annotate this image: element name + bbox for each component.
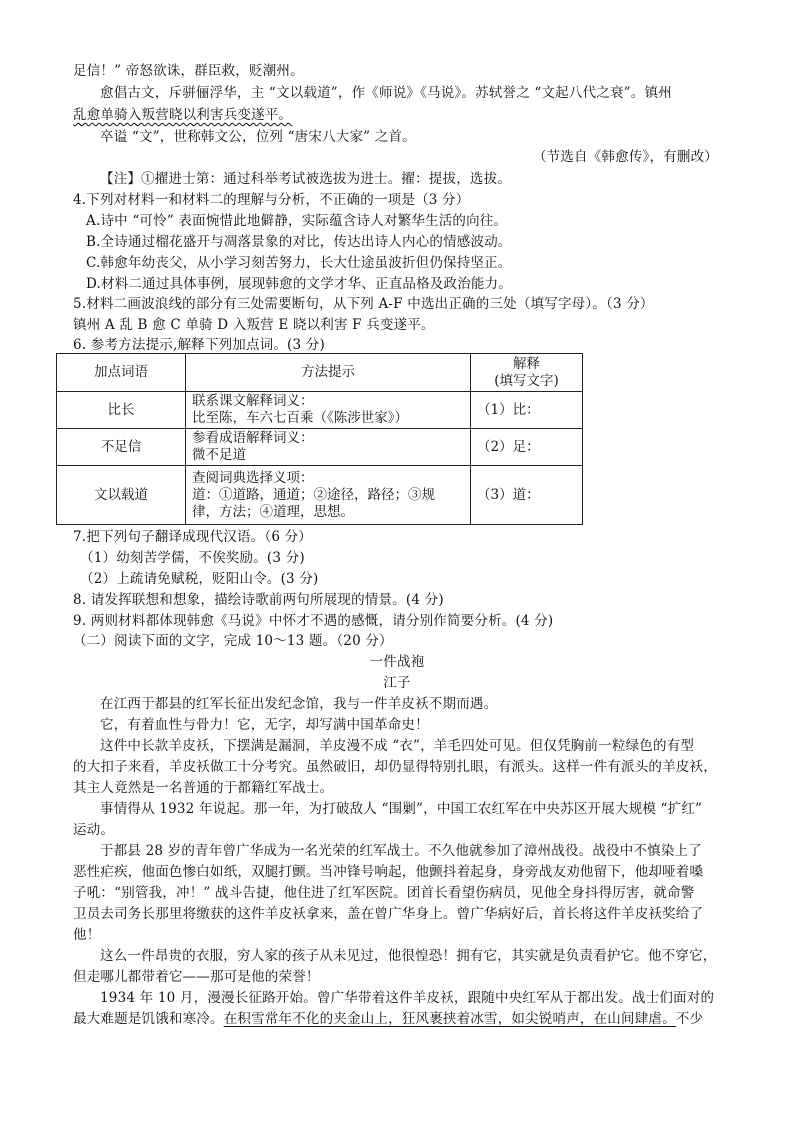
- story-text: 不少: [675, 1011, 704, 1027]
- wavy-underlined-text: 乱愈单骑入叛营晓以利害兵变遂平。: [73, 107, 293, 123]
- row-word: 比长: [57, 392, 186, 429]
- row-answer-blank[interactable]: （2）足：: [471, 429, 583, 466]
- table-row: [57, 392, 583, 429]
- row-hint-line: 参看成语解释词义：: [192, 430, 314, 446]
- story-line: 运动。: [73, 822, 115, 838]
- question-4-option-c: C.韩愈年幼丧父，从小学习刻苦努力，长大仕途虽波折但仍保持坚正。: [86, 255, 512, 271]
- story-paragraph: 在江西于都县的红军长征出发纪念馆，我与一件羊皮袄不期而遇。: [100, 696, 498, 712]
- question-9: 9. 两则材料都体现韩愈《马说》中怀才不遇的感慨，请分别作简要分析。(4 分): [73, 613, 554, 629]
- passage-line: 足信！” 帝怒欲诛，群臣救，贬潮州。: [73, 63, 304, 79]
- story-author: 江子: [383, 675, 411, 691]
- header-answer: [471, 354, 583, 392]
- passage-source: （节选自《韩愈传》，有删改）: [532, 149, 718, 165]
- question-7-stem: 7.把下列句子翻译成现代汉语。（6 分）: [73, 529, 313, 545]
- header-hint: 方法提示: [186, 354, 471, 392]
- question-5-sentence: 镇州 A 乱 B 愈 C 单骑 D 入叛营 E 晓以利害 F 兵变遂平。: [73, 317, 435, 333]
- header-answer-line1: 解释: [513, 355, 540, 372]
- header-word: 加点词语: [57, 354, 186, 392]
- question-4-stem: 4.下列对材料一和材料二的理解与分析，不正确的一项是（3 分）: [73, 192, 470, 208]
- row-hint: [186, 392, 471, 429]
- story-line: 卫员去司务长那里将缴获的这件羊皮袄拿来，盖在曾广华身上。曾广华病好后，首长将这件羊皮袄奖给了: [73, 906, 704, 922]
- story-title: 一件战袍: [369, 654, 425, 670]
- question-6-stem: 6. 参考方法提示,解释下列加点词。(3 分): [73, 337, 325, 353]
- table-header-row: [57, 354, 583, 392]
- story-line: 这件中长款羊皮袄，下摆满是漏洞，羊皮漫不成 “衣”，羊毛四处可见。但仅凭胸前一粒绿色的有型: [100, 738, 695, 754]
- question-4-option-a: A.诗中 “可怜” 表面惋惜此地僻静，实际蕴含诗人对繁华生活的向往。: [86, 213, 508, 229]
- story-line: 这么一件昂贵的衣服，穷人家的孩子从未见过，他很惶恐！拥有它，其实就是负责看护它。他不穿它，: [100, 948, 717, 964]
- table-row: [57, 466, 583, 525]
- row-answer-blank[interactable]: （1）比：: [471, 392, 583, 429]
- story-line: 1934 年 10 月，漫漫长征路开始。曾广华带着这件羊皮袄，跟随中央红军从于都出发。战士们面对的: [100, 990, 715, 1006]
- question-7-sentence-2: （2）上疏请免赋税，贬阳山令。(3 分): [80, 571, 319, 587]
- section-2-heading: （二）阅读下面的文字，完成 10～13 题。（20 分）: [73, 633, 393, 649]
- method-table: [56, 353, 583, 525]
- passage-line: 卒谥 “文”，世称韩文公，位列 “唐宋八大家” 之首。: [100, 129, 416, 145]
- row-hint-line: 律，方法；④道理，思想。: [192, 503, 354, 520]
- story-line: 恶性疟疾，他面色惨白如纸，双腿打颤。当冲锋号响起，他颤抖着起身，身旁战友劝他留下，他却哑着嗓: [73, 864, 704, 880]
- story-line: 他！: [73, 927, 101, 943]
- row-hint: [186, 466, 471, 525]
- question-8: 8. 请发挥联想和想象，描绘诗歌前两句所展现的情景。(4 分): [73, 592, 444, 608]
- story-paragraph: 它，有着血性与骨力！它，无字，却写满中国革命史！: [100, 717, 429, 733]
- story-line: 子吼：“别管我，冲！” 战斗告捷，他住进了红军医院。团首长看望伤病员，见他全身抖得厉害，就命警: [73, 885, 695, 901]
- row-hint: [186, 429, 471, 466]
- row-hint-line: 道：①道路，通道；②途径，路径；③规: [192, 486, 435, 503]
- story-line: 于都县 28 岁的青年曾广华成为一名光荣的红军战士。不久他就参加了漳州战役。战役中不慎染上了: [100, 843, 702, 859]
- row-hint-line: 查阅词典选择义项：: [192, 469, 314, 486]
- story-line: 事情得从 1932 年说起。那一年，为打破敌人 “围剿”，中国工农红军在中央苏区开展大规模 “扩红”: [100, 801, 703, 817]
- header-answer-line2: (填写文字): [494, 372, 559, 389]
- row-word: 不足信: [57, 429, 186, 466]
- question-4-option-b: B.全诗通过榴花盛开与凋落景象的对比，传达出诗人内心的情感波动。: [86, 234, 512, 250]
- passage-note: 【注】①擢进士第：通过科举考试被选拔为进士。擢：提拔，选拔。: [100, 171, 511, 187]
- passage-wavy-line: [73, 106, 723, 124]
- story-line: 但走哪儿都带着它——那可是他的荣誉！: [73, 969, 320, 985]
- story-line: 的大扣子来看，羊皮袄做工十分考究。虽然破旧，却仍显得特别扎眼，有派头。这样一件有派头的羊皮袄，: [73, 759, 717, 775]
- question-7-sentence-1: （1）幼刻苦学儒，不俟奖励。(3 分): [80, 550, 305, 566]
- row-hint-line: 微不足道: [192, 447, 246, 463]
- story-text: 最大难题是饥饿和寒冷。: [73, 1011, 224, 1027]
- story-line: 其主人竟然是一名普通的于都籍红军战士。: [73, 780, 334, 796]
- passage-line: 愈倡古文，斥骈俪浮华，主 “文以载道”，作《师说》《马说》。苏轼誉之 “文起八代之衰”。镇州: [100, 85, 672, 101]
- row-word: 文以载道: [57, 466, 186, 525]
- story-line: [73, 1010, 723, 1028]
- row-hint-line: 比至陈，车六七百乘（《陈涉世家》）: [192, 410, 408, 426]
- row-answer-blank[interactable]: （3）道：: [471, 466, 583, 525]
- table-row: [57, 429, 583, 466]
- underlined-sentence: 在积雪常年不化的夹金山上，狂风裹挟着冰雪，如尖锐哨声，在山间肆虐。: [223, 1011, 676, 1027]
- question-4-option-d: D.材料二通过具体事例，展现韩愈的文学才华、正直品格及政治能力。: [86, 276, 513, 292]
- row-hint-line: 联系课文解释词义：: [192, 393, 314, 409]
- question-5-stem: 5.材料二画波浪线的部分有三处需要断句，从下列 A-F 中选出正确的三处（填写字母）。（3 分）: [73, 296, 654, 312]
